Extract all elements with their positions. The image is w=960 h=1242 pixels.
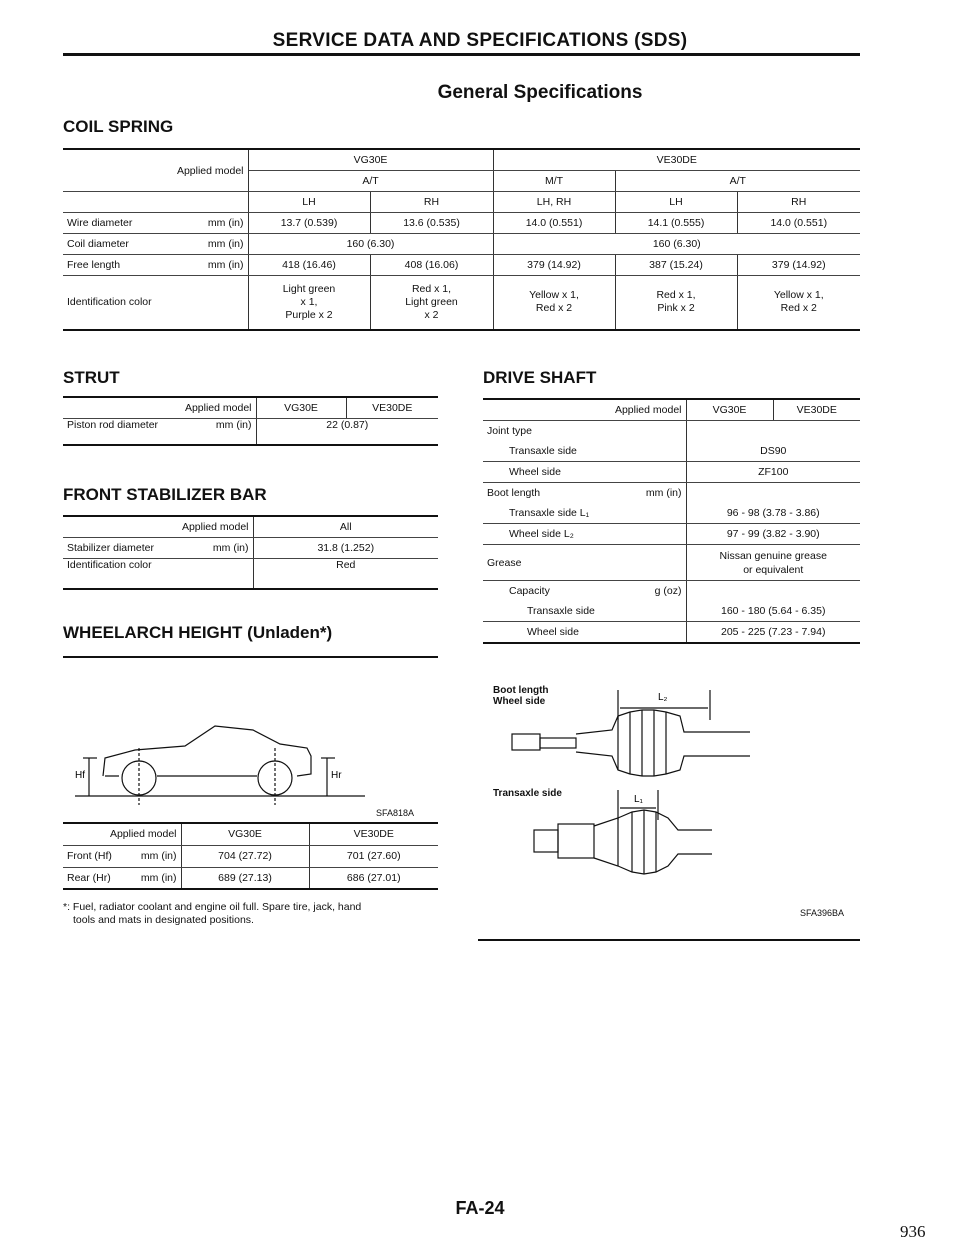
rh-header: RH [370,192,493,213]
boot-diagram [500,680,760,880]
blank-cell [686,421,860,442]
free-length-label: Free length mm (in) [63,255,248,276]
vg30e-header: VG30E [256,397,346,419]
boot-l2-label: Wheel side L₂ [483,524,686,545]
ve30de-header: VE30DE [493,149,860,171]
wheelarch-title: WHEELARCH HEIGHT (Unladen*) [63,623,333,642]
grease-value: Nissan genuine grease or equivalent [686,545,860,581]
lh-header: LH [248,192,370,213]
coil-diameter-label: Coil diameter mm (in) [63,234,248,255]
hr-label: Hr [331,770,342,781]
ident-value: Yellow x 1, Red x 2 [493,276,615,330]
wire-value: 13.6 (0.535) [370,213,493,234]
ident-color-value: Red [253,559,438,589]
joint-transaxle-label: Transaxle side [483,441,686,462]
applied-model-label: Applied model [63,149,248,192]
ve30de-mt: M/T [493,171,615,192]
stabilizer-diameter-label: Stabilizer diameter mm (in) [63,538,253,559]
front-value: 704 (27.72) [181,845,309,867]
piston-rod-label: Piston rod diameter mm (in) [63,419,256,445]
ve30de-at: A/T [615,171,860,192]
blank-cell [63,192,248,213]
lhrh-header: LH, RH [493,192,615,213]
wheelarch-rule [63,656,438,658]
applied-model-label: Applied model [63,397,256,419]
lh-header: LH [615,192,737,213]
rear-label: Rear (Hr) mm (in) [63,867,181,889]
car-side-diagram [75,720,375,805]
ident-value: Red x 1, Pink x 2 [615,276,737,330]
vg30e-header: VG30E [181,823,309,845]
ve30de-header: VE30DE [309,823,438,845]
l2-label: L₂ [658,692,668,703]
ident-value: Red x 1, Light green x 2 [370,276,493,330]
wire-value: 13.7 (0.539) [248,213,370,234]
page-subtitle: General Specifications [437,82,643,103]
fig-boot-label: Boot length Wheel side [493,685,549,707]
wire-diameter-label: Wire diameter mm (in) [63,213,248,234]
coil-value: 160 (6.30) [248,234,493,255]
capacity-wheel-value: 205 - 225 (7.23 - 7.94) [686,622,860,644]
page-header-title: SERVICE DATA AND SPECIFICATIONS (SDS) [272,30,688,51]
header-rule [63,53,860,56]
applied-model-label: Applied model [63,823,181,845]
rear-value: 689 (27.13) [181,867,309,889]
page-number: 936 [900,1222,926,1241]
figure-code: SFA818A [376,808,415,818]
coil-value: 160 (6.30) [493,234,860,255]
applied-model-label: Applied model [63,516,253,538]
boot-figure-code: SFA396BA [800,908,845,918]
wheelarch-table [63,822,438,890]
grease-label: Grease [483,545,686,581]
strut-table [63,396,438,446]
coil-spring-table [63,148,860,331]
all-header: All [253,516,438,538]
blank-cell [686,581,860,602]
blank-cell [686,483,860,504]
drive-shaft-bottom-rule [478,939,860,941]
front-value: 701 (27.60) [309,845,438,867]
ident-value: Light green x 1, Purple x 2 [248,276,370,330]
fig-transaxle-label: Transaxle side [493,788,562,799]
free-value: 387 (15.24) [615,255,737,276]
wire-value: 14.1 (0.555) [615,213,737,234]
free-value: 418 (16.46) [248,255,370,276]
strut-title: STRUT [63,368,120,387]
free-value: 379 (14.92) [493,255,615,276]
ds90-value: DS90 [686,441,860,462]
hf-label: Hf [75,770,85,781]
coil-spring-title: COIL SPRING [63,117,174,136]
stabilizer-table [63,515,438,590]
wheel-side-boot [512,690,750,776]
wire-value: 14.0 (0.551) [737,213,860,234]
joint-wheel-label: Wheel side [483,462,686,483]
joint-type-label: Joint type [483,421,686,442]
ident-value: Yellow x 1, Red x 2 [737,276,860,330]
transaxle-side-boot [534,790,712,874]
free-value: 379 (14.92) [737,255,860,276]
drive-shaft-table [483,398,860,644]
wire-value: 14.0 (0.551) [493,213,615,234]
stabilizer-diameter-value: 31.8 (1.252) [253,538,438,559]
capacity-transaxle-label: Transaxle side [483,601,686,622]
zf100-value: ZF100 [686,462,860,483]
boot-l1-value: 96 - 98 (3.78 - 3.86) [686,503,860,524]
ve30de-header: VE30DE [346,397,438,419]
page-code: FA-24 [455,1198,505,1218]
applied-model-label: Applied model [483,399,686,421]
capacity-label: Capacity g (oz) [483,581,686,602]
stabilizer-title: FRONT STABILIZER BAR [63,485,267,504]
boot-l1-label: Transaxle side L₁ [483,503,686,524]
rh-header: RH [737,192,860,213]
front-label: Front (Hf) mm (in) [63,845,181,867]
vg30e-header: VG30E [686,399,773,421]
vg30e-header: VG30E [248,149,493,171]
ident-color-label: Identification color [63,559,253,589]
vg30e-at: A/T [248,171,493,192]
l1-label: L₁ [634,794,643,805]
boot-length-label: Boot length mm (in) [483,483,686,504]
ident-color-label: Identification color [63,276,248,330]
ve30de-header: VE30DE [773,399,860,421]
free-value: 408 (16.06) [370,255,493,276]
capacity-wheel-label: Wheel side [483,622,686,644]
rear-value: 686 (27.01) [309,867,438,889]
boot-l2-value: 97 - 99 (3.82 - 3.90) [686,524,860,545]
wheelarch-note: *: Fuel, radiator coolant and engine oil full. Spare tire, jack, hand tools and mats in designated positions. [63,901,362,926]
car-body [103,726,311,776]
capacity-transaxle-value: 160 - 180 (5.64 - 6.35) [686,601,860,622]
piston-rod-value: 22 (0.87) [256,419,438,445]
drive-shaft-title: DRIVE SHAFT [483,368,597,387]
